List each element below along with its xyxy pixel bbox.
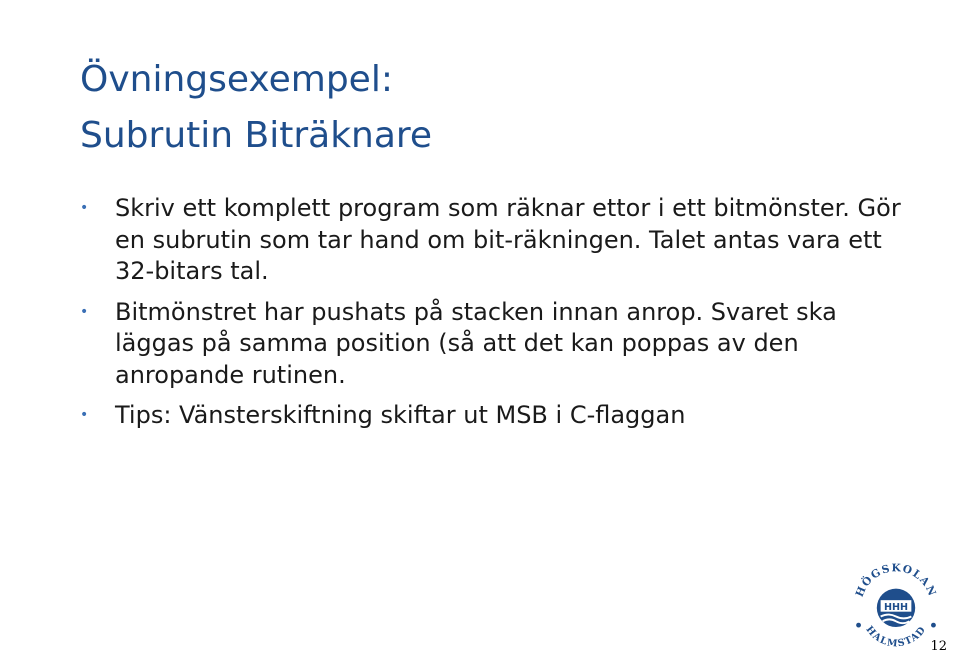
bullet-dot-icon: • — [80, 303, 89, 320]
logo-bottom-text: HALMSTAD — [863, 624, 929, 650]
bullet-dot-icon: • — [80, 407, 89, 423]
hogskolan-halmstad-logo-icon — [848, 556, 944, 652]
slide-title-line-2: Subrutin Biträknare — [80, 115, 433, 156]
bullet-text: Bitmönstret har pushats på stacken innan anrop. Svaret ska läggas på samma position (så att det kan poppas av den anropande rutinen. — [115, 297, 837, 389]
logo-top-text: HÖGSKOLAN — [853, 562, 939, 599]
bullet-item — [74, 400, 914, 432]
logo-mark-text: HHH — [883, 601, 909, 613]
slide-title-line-1: Övningsexempel: — [80, 59, 393, 100]
svg-text:HALMSTAD — [863, 624, 928, 649]
bullet-text: Tips: Vänsterskiftning skiftar ut MSB i C-flaggan — [115, 401, 686, 429]
bullet-item — [74, 193, 914, 288]
bullet-text: Skriv ett komplett program som räknar ettor i ett bitmönster. Gör en subrutin som tar hand om bit-räkningen. Talet antas vara ett 32-bitars tal. — [115, 194, 901, 285]
bullet-list — [74, 193, 914, 432]
bullet-dot-icon: • — [80, 200, 89, 216]
page-number: 12 — [930, 639, 947, 654]
slide-title — [80, 52, 432, 164]
bullet-item — [74, 297, 914, 392]
